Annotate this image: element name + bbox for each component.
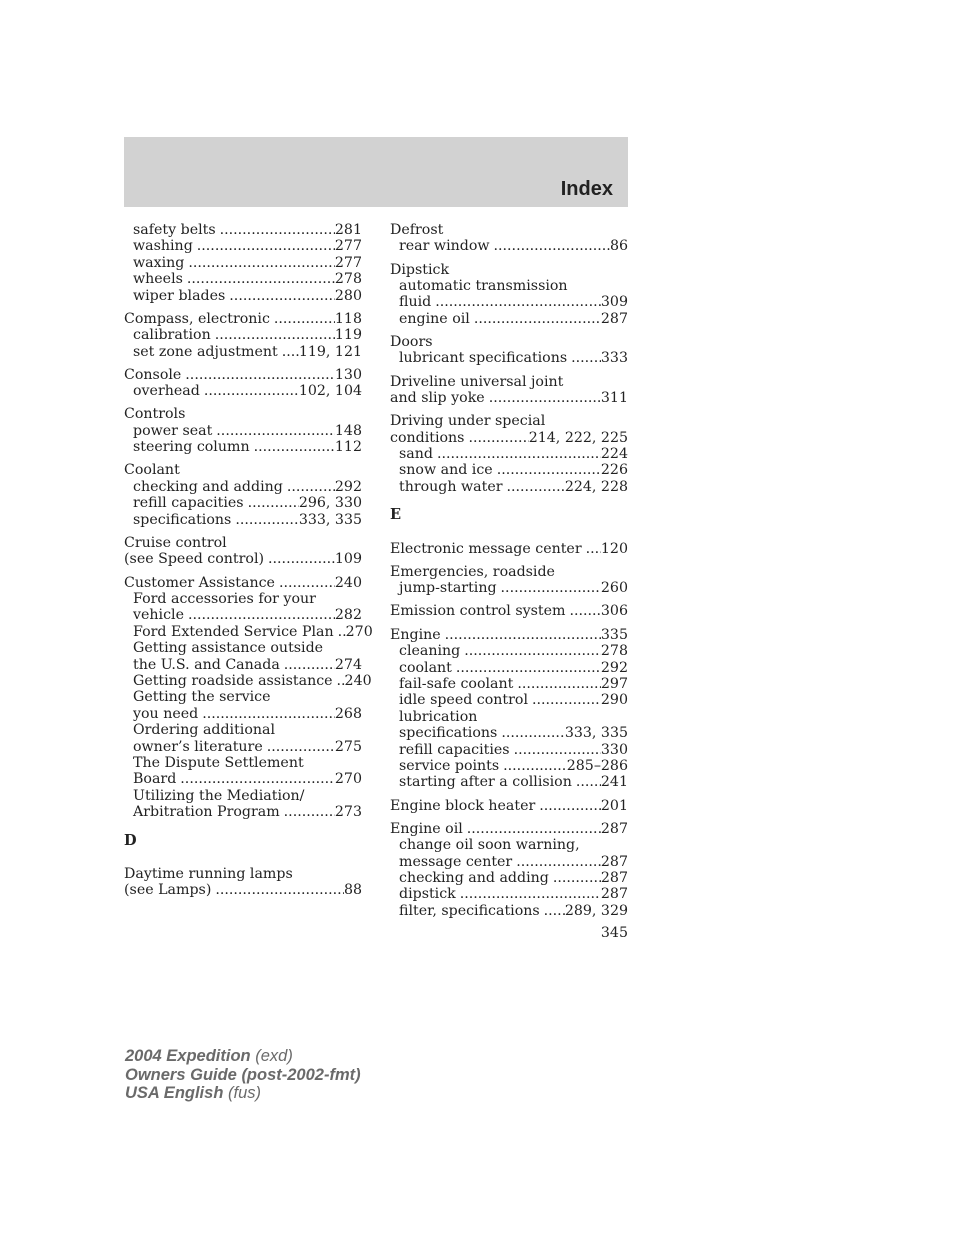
index-subentry xyxy=(390,238,628,254)
entry-text: calibration xyxy=(133,327,211,344)
dot-leader xyxy=(184,607,335,623)
page-reference: 148 xyxy=(334,422,362,439)
entry-text: checking and adding xyxy=(133,478,283,495)
dot-leader xyxy=(211,882,344,898)
entry-text: wheels xyxy=(133,271,183,288)
entry-text: Engine xyxy=(390,626,441,643)
index-entry xyxy=(390,564,628,580)
entry-text: automatic transmission xyxy=(399,278,568,295)
index-subentry xyxy=(124,439,362,455)
entry-text: fail-safe coolant xyxy=(399,675,514,692)
page-reference: 119 xyxy=(334,327,362,344)
page-reference: 224, 228 xyxy=(564,478,628,495)
dot-leader xyxy=(193,238,335,254)
index-entry xyxy=(124,462,362,478)
dot-leader xyxy=(582,541,601,557)
page-reference: 296, 330 xyxy=(298,495,362,512)
index-entry xyxy=(390,390,628,406)
dot-leader xyxy=(431,294,601,310)
index-entry-group xyxy=(390,262,628,328)
dot-leader xyxy=(264,551,335,567)
page-reference: 290 xyxy=(600,692,628,709)
page-reference: 275 xyxy=(334,738,362,755)
dot-leader xyxy=(280,657,335,673)
dot-leader xyxy=(528,692,601,708)
dot-leader xyxy=(540,903,565,919)
index-subentry xyxy=(390,837,628,853)
dot-leader xyxy=(200,383,299,399)
page-reference: 118 xyxy=(334,310,362,327)
entry-text: Customer Assistance xyxy=(124,574,275,591)
entry-text: set zone adjustment xyxy=(133,343,278,360)
index-subentry xyxy=(390,886,628,902)
index-entry xyxy=(390,374,628,390)
index-entry-group xyxy=(390,334,628,367)
entry-text: through water xyxy=(399,478,503,495)
index-entry-group xyxy=(390,541,628,557)
entry-text: washing xyxy=(133,238,193,255)
dot-leader xyxy=(503,479,565,495)
entry-text: waxing xyxy=(133,254,185,271)
page-number: 345 xyxy=(600,925,628,941)
dot-leader xyxy=(433,446,601,462)
page-reference: 292 xyxy=(600,659,628,676)
dot-leader xyxy=(275,575,335,591)
entry-text: Emission control system xyxy=(390,603,566,620)
page-reference: 201 xyxy=(600,797,628,814)
page-reference: 289, 329 xyxy=(564,902,628,919)
index-entry xyxy=(390,798,628,814)
index-entry xyxy=(390,430,628,446)
index-subentry xyxy=(390,870,628,886)
index-subentry xyxy=(390,462,628,478)
dot-leader xyxy=(250,439,335,455)
index-subentry xyxy=(390,294,628,310)
page-reference: 282 xyxy=(334,607,362,624)
dot-leader xyxy=(463,821,601,837)
index-subentry xyxy=(390,580,628,596)
index-subentry xyxy=(124,288,362,304)
index-subentry xyxy=(124,672,372,689)
dot-leader xyxy=(510,742,601,758)
page-reference: 287 xyxy=(600,820,628,837)
entry-text: starting after a collision xyxy=(399,774,572,791)
index-entry-group xyxy=(390,627,628,791)
entry-text: change oil soon warning, xyxy=(399,837,580,854)
dot-leader xyxy=(460,643,601,659)
entry-text: refill capacities xyxy=(399,741,510,758)
index-entry-group xyxy=(390,798,628,814)
footer-line-1: 2004 Expedition (exd) xyxy=(125,1047,293,1065)
section-title: Index xyxy=(560,178,613,200)
page-reference: 281 xyxy=(334,222,362,238)
dot-leader xyxy=(499,758,567,774)
dot-leader xyxy=(333,673,345,689)
index-subentry xyxy=(124,255,362,271)
index-subentry xyxy=(124,238,362,254)
entry-text: Emergencies, roadside xyxy=(390,563,555,580)
index-subentry xyxy=(124,689,362,705)
entry-text: overhead xyxy=(133,383,200,400)
entry-text: service points xyxy=(399,757,500,774)
page-reference: 333, 335 xyxy=(298,511,362,528)
entry-text: Dipstick xyxy=(390,261,450,278)
page-reference: 88 xyxy=(343,882,362,899)
page-reference: 274 xyxy=(334,656,362,673)
page-reference: 330 xyxy=(600,741,628,758)
dot-leader xyxy=(452,660,601,676)
entry-text: the U.S. and Canada xyxy=(133,656,280,673)
page-reference: 270 xyxy=(345,623,373,640)
index-entry-group xyxy=(390,564,628,597)
index-subentry xyxy=(124,739,362,755)
dot-leader xyxy=(549,870,601,886)
entry-text: Ford Extended Service Plan xyxy=(133,623,334,640)
entry-text: Daytime running lamps xyxy=(124,865,293,882)
page-reference: 277 xyxy=(334,254,362,271)
dot-leader xyxy=(485,390,601,406)
dot-leader xyxy=(565,603,600,619)
index-subentry xyxy=(390,692,628,708)
dot-leader xyxy=(183,271,335,287)
index-entry xyxy=(390,334,628,350)
index-subentry xyxy=(124,271,362,287)
page-reference: 278 xyxy=(600,643,628,660)
page-reference: 268 xyxy=(334,705,362,722)
index-entry-group xyxy=(124,535,362,568)
index-entry-group xyxy=(124,462,362,528)
dot-leader xyxy=(211,327,335,343)
dot-leader xyxy=(270,311,335,327)
index-entry xyxy=(390,413,628,429)
document-footer xyxy=(125,1047,361,1103)
entry-text: filter, specifications xyxy=(399,902,540,919)
index-subentry xyxy=(390,660,628,676)
dot-leader xyxy=(244,495,299,511)
entry-text: Electronic message center xyxy=(390,540,582,557)
index-entry xyxy=(390,627,628,643)
entry-text: message center xyxy=(399,853,513,870)
index-subentry xyxy=(124,383,362,399)
page-reference: 333, 335 xyxy=(564,725,628,742)
entry-text: Console xyxy=(124,366,182,383)
entry-text: Driveline universal joint xyxy=(390,373,564,390)
index-subentry xyxy=(124,771,362,787)
entry-text: steering column xyxy=(133,439,250,456)
index-subentry xyxy=(390,446,628,462)
entry-text: Getting assistance outside xyxy=(133,640,324,657)
entry-text: Utilizing the Mediation/ xyxy=(133,787,305,804)
entry-text: checking and adding xyxy=(399,869,549,886)
page-reference: 240 xyxy=(334,574,362,591)
index-entry-group xyxy=(390,413,628,495)
index-subentry xyxy=(390,350,628,366)
page-reference: 333 xyxy=(600,350,628,367)
index-subentry xyxy=(390,725,628,741)
entry-text: sand xyxy=(399,446,433,463)
page-reference: 120 xyxy=(600,540,628,557)
index-entry xyxy=(390,541,628,557)
header-bar xyxy=(124,137,628,207)
index-subentry xyxy=(390,643,628,659)
entry-text: specifications xyxy=(399,725,498,742)
index-entry-group xyxy=(390,374,628,407)
entry-text: power seat xyxy=(133,422,213,439)
entry-text: Getting the service xyxy=(133,689,271,706)
entry-text: Ford accessories for your xyxy=(133,590,316,607)
entry-text: (see Speed control) xyxy=(124,551,265,568)
dot-leader xyxy=(263,739,335,755)
dot-leader xyxy=(283,479,335,495)
entry-text: coolant xyxy=(399,659,452,676)
index-subentry xyxy=(390,774,628,790)
index-entry-group xyxy=(390,821,628,919)
entry-text: dipstick xyxy=(399,886,456,903)
dot-leader xyxy=(490,238,610,254)
page-reference: 311 xyxy=(600,390,628,407)
entry-text: The Dispute Settlement xyxy=(133,754,304,771)
dot-leader xyxy=(513,676,601,692)
entry-text: Doors xyxy=(390,334,433,351)
index-subentry xyxy=(124,706,362,722)
index-subentry xyxy=(390,709,628,725)
page-reference: 273 xyxy=(334,804,362,821)
index-subentry xyxy=(124,423,362,439)
dot-leader xyxy=(535,798,601,814)
entry-text: fluid xyxy=(399,294,432,311)
index-entry-group xyxy=(390,603,628,619)
page-reference: 287 xyxy=(600,310,628,327)
page-reference: 335 xyxy=(600,626,628,643)
index-subentry xyxy=(124,495,362,511)
index-entry-group xyxy=(124,866,362,899)
page-reference: 270 xyxy=(334,771,362,788)
entry-text: refill capacities xyxy=(133,495,244,512)
index-entry xyxy=(124,866,362,882)
page-reference: 226 xyxy=(600,462,628,479)
index-subentry xyxy=(124,623,373,640)
dot-leader xyxy=(497,580,601,596)
dot-leader xyxy=(231,512,299,528)
dot-leader xyxy=(512,854,601,870)
index-subentry xyxy=(390,758,628,774)
page-reference: 278 xyxy=(334,271,362,288)
page-reference: 102, 104 xyxy=(298,383,362,400)
dot-leader xyxy=(572,774,601,790)
index-entry xyxy=(124,551,362,567)
dot-leader xyxy=(441,627,601,643)
page-reference: 277 xyxy=(334,238,362,255)
index-subentry xyxy=(390,676,628,692)
page-reference: 86 xyxy=(609,238,628,255)
entry-text: Engine block heater xyxy=(390,797,536,814)
page-reference: 287 xyxy=(600,886,628,903)
index-entry xyxy=(390,821,628,837)
page-reference: 292 xyxy=(334,478,362,495)
entry-text: safety belts xyxy=(133,222,216,238)
index-letter-heading: E xyxy=(390,506,402,524)
entry-text: vehicle xyxy=(133,607,184,624)
page-reference: 287 xyxy=(600,853,628,870)
index-entry xyxy=(124,367,362,383)
index-subentry xyxy=(124,591,362,607)
index-subentry xyxy=(124,657,362,673)
dot-leader xyxy=(470,311,601,327)
index-subentry xyxy=(390,903,628,919)
index-subentry xyxy=(124,344,362,360)
page-reference: 260 xyxy=(600,580,628,597)
dot-leader xyxy=(334,624,346,640)
dot-leader xyxy=(176,771,335,787)
entry-text: Coolant xyxy=(124,462,180,479)
entry-text: wiper blades xyxy=(133,287,226,304)
page-reference: 214, 222, 225 xyxy=(528,429,628,446)
index-subentry xyxy=(390,278,628,294)
entry-text: (see Lamps) xyxy=(124,882,212,899)
dot-leader xyxy=(212,423,335,439)
entry-text: Engine oil xyxy=(390,820,463,837)
dot-leader xyxy=(216,222,335,238)
dot-leader xyxy=(464,430,528,446)
page-reference: 309 xyxy=(600,294,628,311)
index-subentry xyxy=(124,722,362,738)
index-entry xyxy=(390,603,628,619)
index-entry-group xyxy=(124,311,362,360)
entry-text: engine oil xyxy=(399,310,470,327)
entry-text: snow and ice xyxy=(399,462,493,479)
entry-text: Board xyxy=(133,771,177,788)
index-entry xyxy=(124,535,362,551)
page-reference: 306 xyxy=(600,603,628,620)
index-letter-heading: D xyxy=(124,831,137,849)
page-reference: 112 xyxy=(334,439,362,456)
entry-text: idle speed control xyxy=(399,692,528,709)
index-subentry xyxy=(390,854,628,870)
entry-text: Defrost xyxy=(390,222,444,238)
footer-line-3: USA English (fus) xyxy=(125,1084,261,1102)
index-entry-group xyxy=(390,222,628,255)
page-reference: 297 xyxy=(600,675,628,692)
entry-text: owner’s literature xyxy=(133,738,263,755)
dot-leader xyxy=(225,288,335,304)
footer-line-2: Owners Guide (post-2002-fmt) xyxy=(125,1065,361,1084)
index-entry xyxy=(124,882,362,898)
index-entry-group xyxy=(124,222,362,304)
index-entry xyxy=(124,575,362,591)
page-reference: 240 xyxy=(344,672,372,689)
entry-text: Cruise control xyxy=(124,534,227,551)
entry-text: Driving under special xyxy=(390,413,546,430)
page-reference: 109 xyxy=(334,551,362,568)
index-subentry xyxy=(124,327,362,343)
index-column-left xyxy=(124,222,373,906)
index-entry-group xyxy=(124,574,373,821)
index-entry xyxy=(124,406,362,422)
dot-leader xyxy=(567,350,601,366)
index-entry xyxy=(124,311,362,327)
page-reference: 285–286 xyxy=(566,757,628,774)
entry-text: cleaning xyxy=(399,643,461,660)
entry-text: conditions xyxy=(390,429,465,446)
entry-text: you need xyxy=(133,705,199,722)
dot-leader xyxy=(493,462,601,478)
entry-text: jump-starting xyxy=(399,580,497,597)
dot-leader xyxy=(497,725,565,741)
dot-leader xyxy=(280,804,335,820)
entry-text: Arbitration Program xyxy=(133,804,280,821)
page-reference: 241 xyxy=(600,774,628,791)
index-subentry xyxy=(124,788,362,804)
entry-text: Getting roadside assistance xyxy=(133,672,333,689)
page-reference: 287 xyxy=(600,869,628,886)
index-subentry xyxy=(124,640,362,656)
entry-text: and slip yoke xyxy=(390,390,485,407)
index-subentry xyxy=(124,755,362,771)
index-entry-group xyxy=(124,367,362,400)
entry-text: specifications xyxy=(133,511,232,528)
index-entry xyxy=(390,222,628,238)
index-subentry xyxy=(124,607,362,623)
index-column-right xyxy=(390,222,628,926)
page-reference: 130 xyxy=(334,366,362,383)
index-subentry xyxy=(124,222,362,238)
index-subentry xyxy=(390,311,628,327)
entry-text: lubricant specifications xyxy=(399,350,568,367)
entry-text: Compass, electronic xyxy=(124,310,270,327)
index-subentry xyxy=(124,512,362,528)
index-subentry xyxy=(124,804,362,820)
dot-leader xyxy=(278,344,299,360)
dot-leader xyxy=(184,255,335,271)
dot-leader xyxy=(456,886,601,902)
entry-text: lubrication xyxy=(399,708,478,725)
entry-text: Controls xyxy=(124,406,186,423)
page-reference: 224 xyxy=(600,446,628,463)
index-subentry xyxy=(390,479,628,495)
page-reference: 119, 121 xyxy=(298,343,362,360)
dot-leader xyxy=(198,706,335,722)
index-subentry xyxy=(390,742,628,758)
index-entry-group xyxy=(124,406,362,455)
entry-text: Ordering additional xyxy=(133,722,276,739)
index-entry xyxy=(390,262,628,278)
dot-leader xyxy=(181,367,335,383)
entry-text: rear window xyxy=(399,238,490,255)
page-reference: 280 xyxy=(334,287,362,304)
index-subentry xyxy=(124,479,362,495)
